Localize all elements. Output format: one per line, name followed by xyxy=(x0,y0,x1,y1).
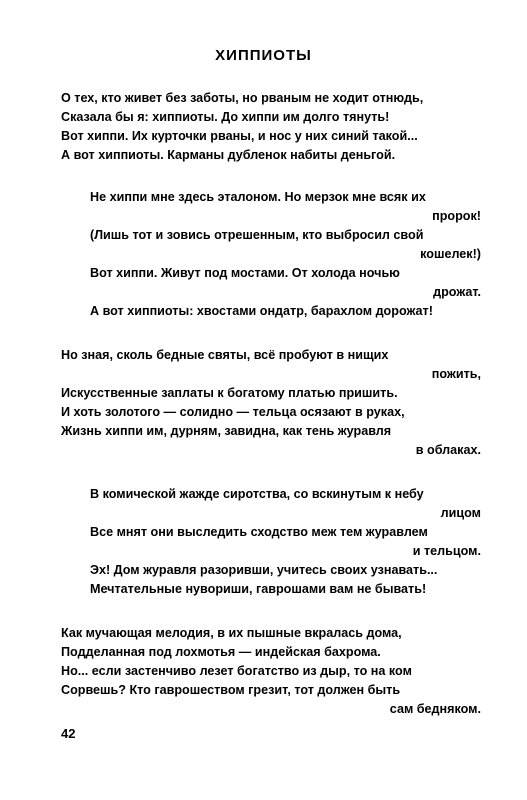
verse-line-continuation: и тельцом. xyxy=(412,544,481,558)
verse-line: Эх! Дом журавля разоривши, учитесь своих узнавать... xyxy=(90,563,438,577)
verse-line: Подделанная под лохмотья — индейская бахрома. xyxy=(61,645,381,659)
verse-line-continuation: сам бедняком. xyxy=(389,702,481,716)
verse-line: Вот хиппи. Живут под мостами. От холода ночью xyxy=(90,266,400,280)
verse-line: И хоть золотого — солидно — тельца осязают в руках, xyxy=(61,405,405,419)
verse-line: О тех, кто живет без заботы, но рваным не ходит отнюдь, xyxy=(61,91,424,105)
verse-line-continuation: дрожат. xyxy=(433,285,481,299)
verse-line: Вот хиппи. Их курточки рваны, и нос у них синий такой... xyxy=(61,129,418,143)
verse-line: Как мучающая мелодия, в их пышные вкралась дома, xyxy=(61,626,402,640)
verse-line: (Лишь тот и зовись отрешенным, кто выбросил свой xyxy=(90,228,424,242)
verse-line-continuation: пожить, xyxy=(431,367,481,381)
verse-line: Но... если застенчиво лезет богатство из дыр, то на ком xyxy=(61,664,412,678)
verse-line: Но зная, сколь бедные святы, всё пробуют в нищих xyxy=(61,348,389,362)
verse-line: Жизнь хиппи им, дурням, завидна, как тень журавля xyxy=(61,424,392,438)
page-number: 42 xyxy=(61,726,76,741)
verse-line-continuation: кошелек!) xyxy=(420,247,481,261)
verse-line: А вот хиппиоты. Карманы дубленок набиты деньгой. xyxy=(61,148,396,162)
verse-line: В комической жажде сиротства, со вскинутым к небу xyxy=(90,487,424,501)
verse-line: Искусственные заплаты к богатому платью пришить. xyxy=(61,386,398,400)
poem-title: ХИППИОТЫ xyxy=(215,47,312,64)
verse-line: Не хиппи мне здесь эталоном. Но мерзок мне всяк их xyxy=(90,190,426,204)
verse-line: Мечтательные нувориши, гаврошами вам не бывать! xyxy=(90,582,427,596)
verse-line: А вот хиппиоты: хвостами ондатр, барахлом дорожат! xyxy=(90,304,433,318)
verse-line-continuation: в облаках. xyxy=(415,443,481,457)
verse-line-continuation: лицом xyxy=(440,506,481,520)
verse-line: Все мнят они выследить сходство меж тем журавлем xyxy=(90,525,428,539)
verse-line: Сказала бы я: хиппиоты. До хиппи им долго тянуть! xyxy=(61,110,390,124)
verse-line: Сорвешь? Кто гаврошеством грезит, тот должен быть xyxy=(61,683,401,697)
verse-line-continuation: пророк! xyxy=(432,209,481,223)
